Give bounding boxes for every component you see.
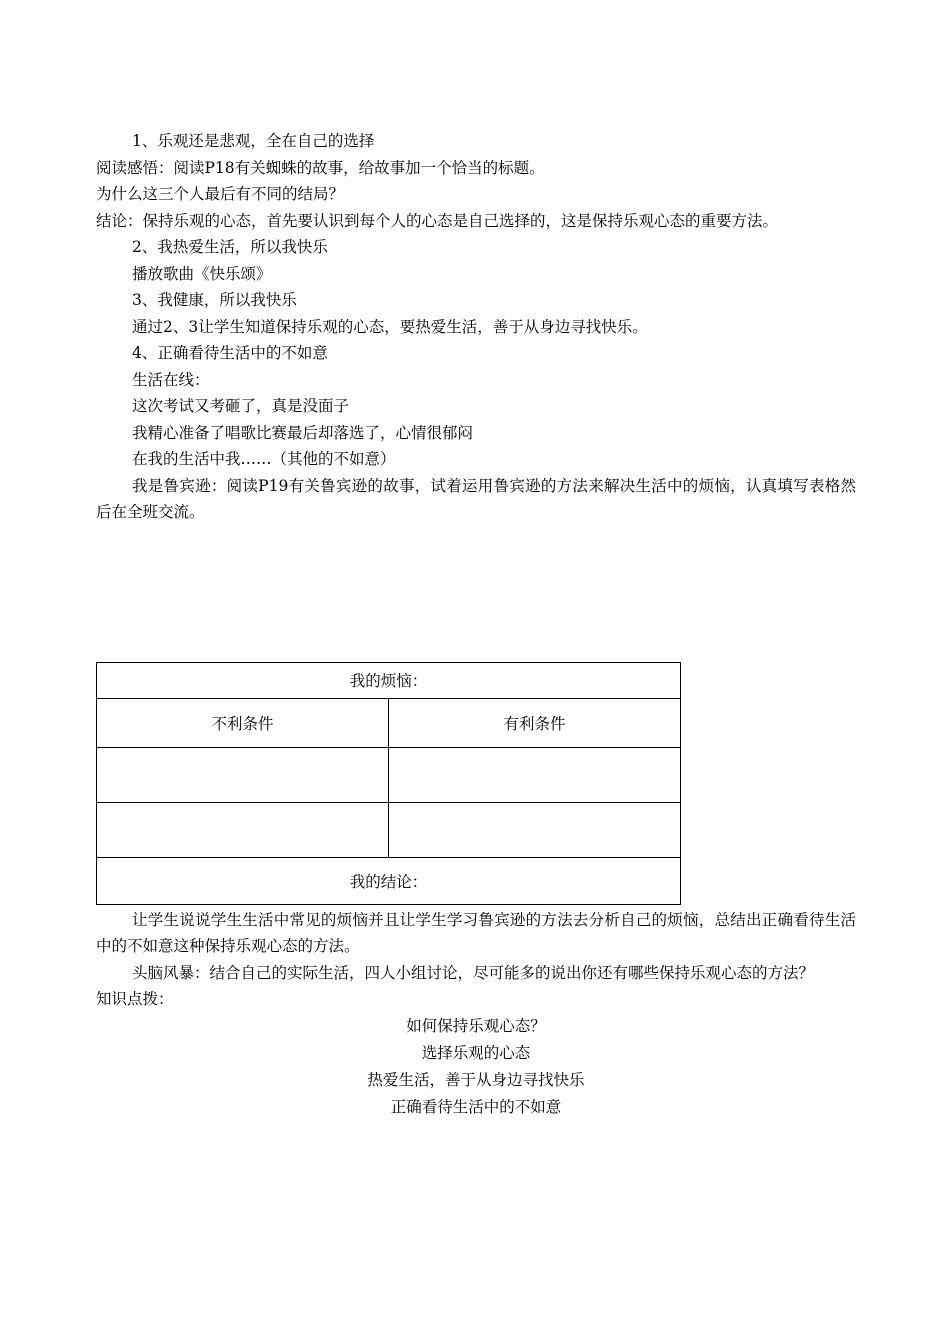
trouble-table <box>96 662 681 905</box>
spacer <box>96 526 856 662</box>
life-online-label: 生活在线： <box>132 370 210 389</box>
summary-2-3: 通过2、3让学生知道保持乐观的心态，要热爱生活，善于从身边寻找快乐。 <box>132 317 648 336</box>
example-singing: 我精心准备了唱歌比赛最后却落选了，心情很郁闷 <box>132 423 474 442</box>
question-endings: 为什么这三个人最后有不同的结局？ <box>96 185 345 203</box>
heading-healthy: 3、我健康，所以我快乐 <box>132 291 297 309</box>
summary-block <box>96 1013 856 1121</box>
heading-love-life: 2、我热爱生活，所以我快乐 <box>132 238 328 256</box>
table-cell-blank[interactable] <box>97 747 389 802</box>
analysis-paragraph: 让学生说说学生生活中常见的烦恼并且让学生学习鲁宾逊的方法去分析自己的烦恼，总结出正确看待生活中的不如意这种保持乐观心态的方法。 <box>96 910 856 955</box>
document-page <box>96 128 856 1121</box>
table-cell-blank[interactable] <box>389 802 681 857</box>
play-song: 播放歌曲《快乐颂》 <box>132 264 272 283</box>
example-other: 在我的生活中我……（其他的不如意） <box>132 450 396 468</box>
table-cell-blank[interactable] <box>389 747 681 802</box>
table-cell-blank[interactable] <box>97 802 389 857</box>
robinson-paragraph: 我是鲁宾逊：阅读P19有关鲁宾逊的故事，试着运用鲁宾逊的方法来解决生活中的烦恼，认真填写表格然后在全班交流。 <box>96 476 856 521</box>
summary-item: 正确看待生活中的不如意 <box>390 1097 562 1116</box>
example-exam: 这次考试又考砸了，真是没面子 <box>132 397 350 415</box>
column-advantages: 有利条件 <box>389 698 681 747</box>
brainstorm-paragraph: 头脑风暴：结合自己的实际生活，四人小组讨论，尽可能多的说出你还有哪些保持乐观心态的方法？ <box>132 963 815 982</box>
heading-setbacks: 4、正确看待生活中的不如意 <box>132 344 328 362</box>
conclusion-paragraph: 结论：保持乐观的心态，首先要认识到每个人的心态是自己选择的，这是保持乐观心态的重要方法。 <box>96 211 779 230</box>
table-header-trouble: 我的烦恼： <box>97 662 681 698</box>
knowledge-tips-label: 知识点拨： <box>96 990 174 1008</box>
summary-item: 热爱生活，善于从身边寻找快乐 <box>367 1070 585 1089</box>
summary-item: 选择乐观的心态 <box>421 1043 531 1062</box>
summary-question: 如何保持乐观心态？ <box>406 1016 546 1035</box>
table-footer-conclusion: 我的结论： <box>97 857 681 904</box>
column-disadvantages: 不利条件 <box>97 698 389 747</box>
reading-reflection: 阅读感悟：阅读P18有关蜘蛛的故事，给故事加一个恰当的标题。 <box>96 158 545 177</box>
heading-optimism-choice: 1、乐观还是悲观，全在自己的选择 <box>132 132 375 150</box>
